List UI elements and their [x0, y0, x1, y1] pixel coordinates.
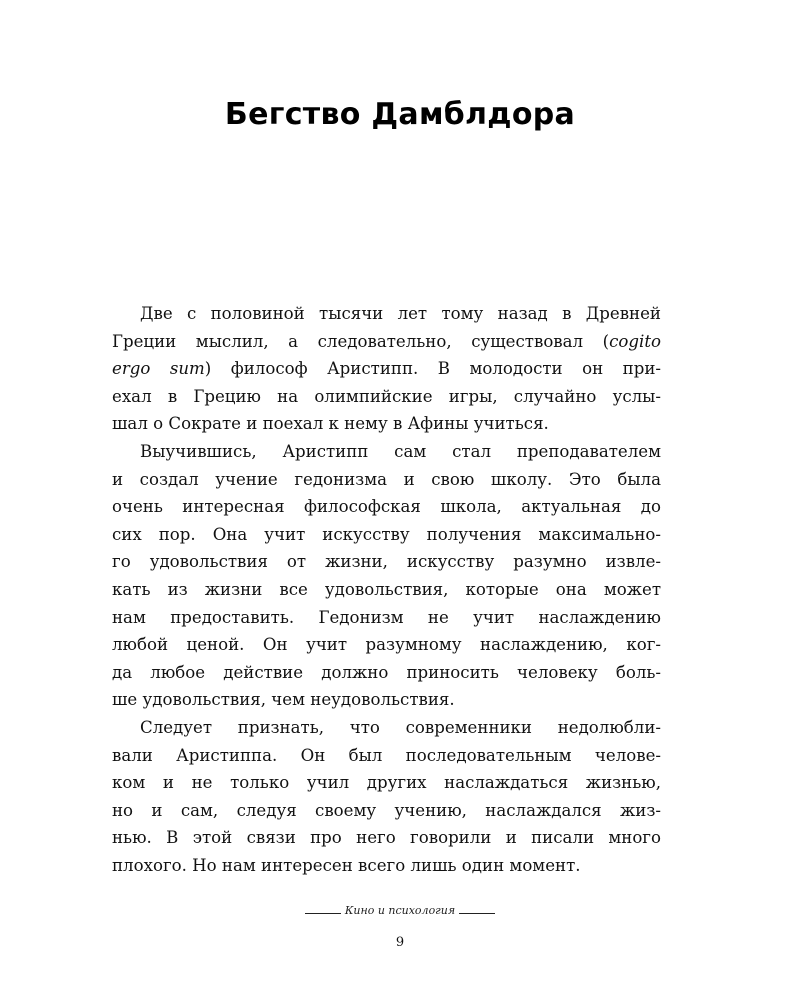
text-line: нью. В этой связи про него говорили и писали много: [112, 828, 661, 848]
footer-rule-right: [459, 913, 495, 914]
running-footer: [0, 904, 800, 917]
italic-latin: cogito: [609, 331, 661, 351]
page-number: 9: [395, 935, 405, 950]
italic-latin: ergo sum: [112, 359, 205, 379]
text-line: но и сам, следуя своему учению, наслаждался жиз-: [112, 800, 661, 820]
text-line: да любое действие должно приносить человеку боль-: [112, 662, 661, 682]
text-line: Две с половиной тысячи лет тому назад в Древней: [140, 304, 661, 323]
text-line: нам предоставить. Гедонизм не учит наслаждению: [112, 607, 661, 627]
text-line: ехал в Грецию на олимпийские игры, случайно услы-: [112, 386, 661, 406]
text-line: любой ценой. Он учит разумному наслаждению, ког-: [112, 635, 661, 655]
text-line: вали Аристиппа. Он был последовательным челове-: [112, 745, 661, 765]
text-line: ком и не только учил других наслаждаться жизнью,: [112, 773, 661, 793]
text-line: плохого. Но нам интересен всего лишь один момент.: [112, 855, 581, 875]
text-line: шал о Сократе и поехал к нему в Афины учиться.: [112, 414, 549, 434]
text-line: Выучившись, Аристипп сам стал преподавателем: [140, 441, 661, 461]
text-line: кать из жизни все удовольствия, которые она может: [112, 579, 661, 599]
text-line: го удовольствия от жизни, искусству разумно извле-: [112, 552, 661, 572]
text-line: Греции мыслил, а следовательно, существовал (cogito: [112, 331, 661, 351]
footer-rule-left: [305, 913, 341, 914]
body-text: [112, 300, 661, 879]
text-line: сих пор. Она учит искусству получения максимально-: [112, 524, 661, 544]
running-title: Кино и психология: [344, 904, 456, 917]
text-line: и создал учение гедонизма и свою школу. Это была: [112, 469, 661, 489]
text-line: ше удовольствия, чем неудовольствия.: [112, 690, 455, 710]
text-line: Следует признать, что современники недолюбли-: [140, 717, 661, 737]
text-line: ergo sum) философ Аристипп. В молодости он при-: [112, 359, 661, 379]
chapter-title: Бегство Дамблдора: [224, 97, 576, 132]
text-line: очень интересная философская школа, актуальная до: [112, 497, 661, 517]
